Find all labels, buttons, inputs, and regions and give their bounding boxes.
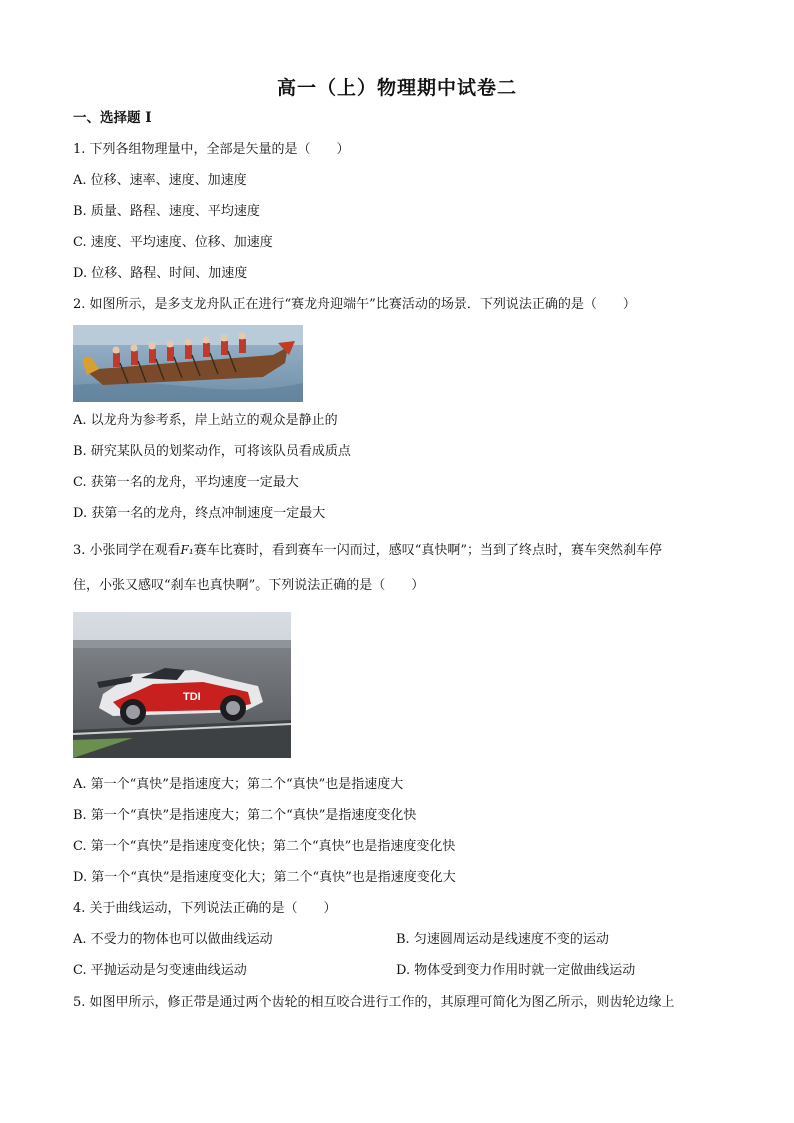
q2-option-c: C. 获第一名的龙舟，平均速度一定最大	[73, 475, 299, 490]
dragon-boat-illustration	[73, 325, 303, 402]
q1-stem: 1. 下列各组物理量中，全部是矢量的是（ ）	[73, 142, 350, 157]
f1-symbol: F₁	[180, 543, 194, 557]
q3-option-d: D. 第一个“真快”是指速度变化大；第二个“真快”也是指速度变化大	[73, 870, 456, 885]
q4-option-a: A. 不受力的物体也可以做曲线运动	[73, 932, 273, 947]
section-heading: 一、选择题 I	[73, 110, 152, 126]
q3-stem-line2: 住，小张又感叹“刹车也真快啊”。下列说法正确的是（ ）	[73, 578, 425, 593]
page-title: 高一（上）物理期中试卷二	[276, 77, 517, 99]
q4-option-c: C. 平抛运动是匀变速曲线运动	[73, 963, 247, 978]
q3-stem-part2: 赛车比赛时，看到赛车一闪而过，感叹“真快啊”；当到了终点时，赛车突然刹车停	[193, 543, 662, 558]
q1-option-d: D. 位移、路程、时间、加速度	[73, 266, 248, 281]
q3-stem-line1	[73, 542, 662, 559]
q4-stem: 4. 关于曲线运动，下列说法正确的是（ ）	[73, 901, 337, 916]
race-car-photo	[73, 612, 291, 758]
q1-option-a: A. 位移、速率、速度、加速度	[73, 173, 247, 188]
q4-option-b: B. 匀速圆周运动是线速度不变的运动	[396, 932, 609, 947]
q3-option-c: C. 第一个“真快”是指速度变化快；第二个“真快”也是指速度变化快	[73, 839, 456, 854]
q1-option-c: C. 速度、平均速度、位移、加速度	[73, 235, 273, 250]
q2-option-d: D. 获第一名的龙舟，终点冲制速度一定最大	[73, 506, 326, 521]
q1-option-b: B. 质量、路程、速度、平均速度	[73, 204, 260, 219]
q2-option-a: A. 以龙舟为参考系，岸上站立的观众是静止的	[73, 413, 338, 428]
car-badge-text: TDI	[183, 691, 201, 703]
q2-option-b: B. 研究某队员的划桨动作，可将该队员看成质点	[73, 444, 351, 459]
race-car-illustration	[73, 612, 291, 758]
q3-option-a: A. 第一个“真快”是指速度大；第二个“真快”也是指速度大	[73, 777, 404, 792]
q2-stem: 2. 如图所示，是多支龙舟队正在进行“赛龙舟迎端午”比赛活动的场景．下列说法正确的是（ ）	[73, 297, 636, 312]
q5-stem: 5. 如图甲所示，修正带是通过两个齿轮的相互咬合进行工作的，其原理可简化为图乙所示，则齿轮边缘上	[73, 995, 675, 1010]
q3-stem-part1: 3. 小张同学在观看	[73, 543, 181, 558]
q3-option-b: B. 第一个“真快”是指速度大；第二个“真快”是指速度变化快	[73, 808, 417, 823]
q4-option-d: D. 物体受到变力作用时就一定做曲线运动	[396, 963, 636, 978]
dragon-boat-photo	[73, 325, 303, 402]
